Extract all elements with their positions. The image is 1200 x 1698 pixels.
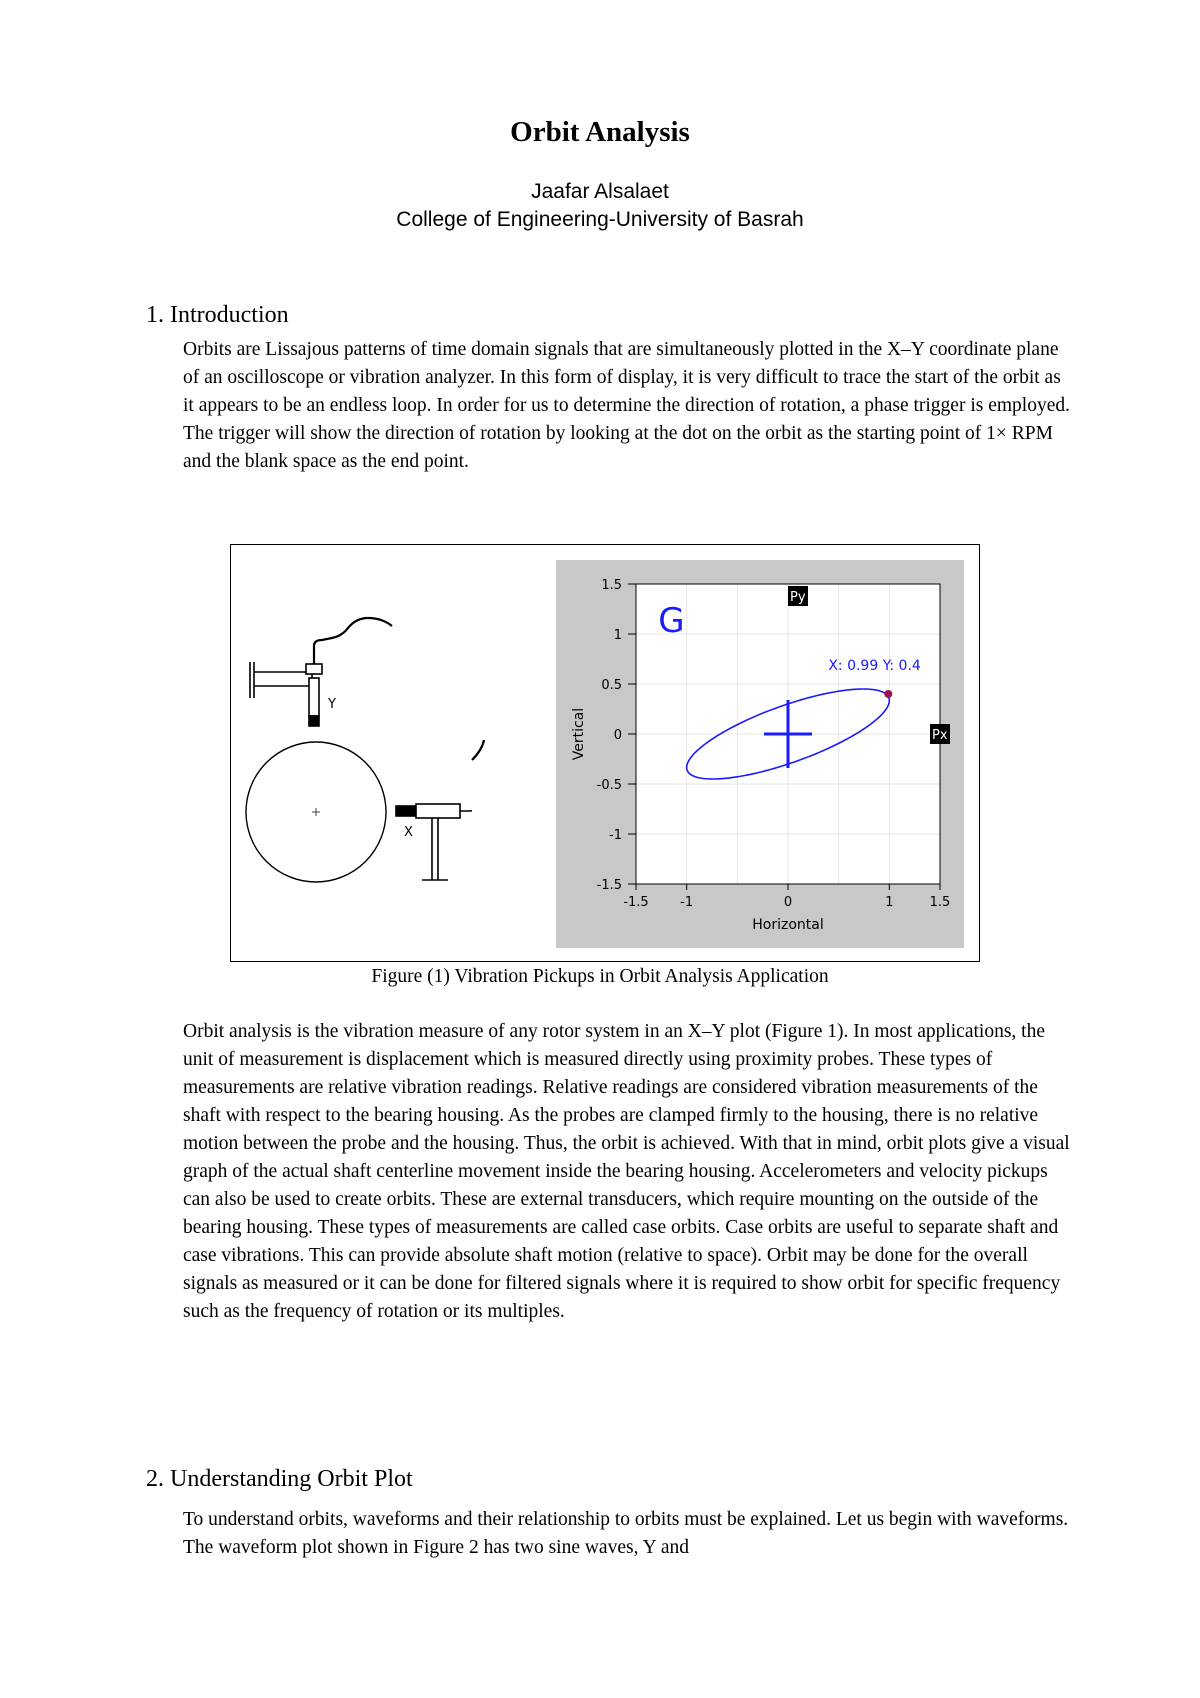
y-tick-label: -1 — [609, 828, 622, 843]
author-name: Jaafar Alsalaet — [531, 180, 669, 203]
y-tick-label: 0 — [613, 728, 622, 743]
x-probe-cable — [470, 740, 510, 850]
section-heading-introduction: 1. Introduction — [146, 302, 289, 328]
x-tick-label: 0 — [783, 895, 793, 910]
px-label: Px — [932, 728, 948, 743]
y-axis-label: Vertical — [571, 707, 587, 761]
section-heading-understanding-orbit: 2. Understanding Orbit Plot — [146, 1466, 413, 1492]
paragraph-intro-2: Orbit analysis is the vibration measure of any rotor system in an X–Y plot (Figure 1). In most applications, the unit of measurement is displacement which is measured directly using proximity probes. These types of measurements are relative vibration readings. Relative readings are considered vibration measurements of the shaft with respect to the bearing housing. As the probes are clamped firmly to the housing, there is no relative motion between the probe and the housing. Thus, the orbit is achieved. With that in mind, orbit plots give a visual graph of the actual shaft centerline movement inside the bearing housing. Accelerometers and velocity pickups can also be used to create orbits. These are external transducers, which require mounting on the outside of the bearing housing. These types of measurements are called case orbits. Case orbits are useful to separate shaft and case vibrations. This can provide absolute shaft motion (relative to space). Orbit may be done for the overall signals as measured or it can be done for filtered signals where it is required to show orbit for specific frequency such as the frequency of rotation or its multiples. — [183, 1021, 1070, 1322]
x-tick-label: -1.5 — [623, 895, 649, 910]
probe-x-label: X — [404, 825, 413, 840]
x-tick-label: 1.5 — [929, 895, 951, 910]
orbit-plot — [556, 560, 964, 948]
py-label: Py — [790, 590, 806, 605]
probe-y-label: Y — [328, 697, 336, 712]
y-tick-label: 0.5 — [601, 678, 622, 693]
author-affiliation: College of Engineering-University of Basrah — [396, 208, 804, 231]
cursor-readout: X: 0.99 Y: 0.4 — [828, 658, 921, 674]
y-tick-label: 1 — [613, 628, 622, 643]
y-tick-label: -0.5 — [596, 778, 622, 793]
paragraph-understanding-1: To understand orbits, waveforms and their relationship to orbits must be explained. Let us begin with waveforms. The waveform plot shown in Figure 2 has two sine waves, Y and — [183, 1509, 1069, 1558]
document-title: Orbit Analysis — [510, 116, 690, 148]
paragraph-intro-1: Orbits are Lissajous patterns of time domain signals that are simultaneously plotted in the X–Y coordinate plane of an oscilloscope or vibration analyzer. In this form of display, it is very difficult to trace the start of the orbit as it appears to be an endless loop. In order for us to determine the direction of rotation, a phase trigger is employed. The trigger will show the direction of rotation by looking at the dot on the orbit as the starting point of 1× RPM and the blank space as the end point. — [183, 339, 1070, 472]
g-marker-label: G — [658, 601, 685, 641]
pickup-diagram — [232, 600, 472, 900]
px-box — [930, 724, 950, 744]
cursor-point — [884, 690, 892, 698]
x-tick-label: 1 — [885, 895, 894, 910]
py-box — [788, 586, 808, 606]
x-axis-label: Horizontal — [752, 917, 824, 933]
x-tick-label: -1 — [680, 895, 694, 910]
y-tick-label: -1.5 — [596, 878, 622, 893]
y-tick-label: 1.5 — [601, 578, 622, 593]
figure-1-caption: Figure (1) Vibration Pickups in Orbit Analysis Application — [371, 966, 829, 987]
